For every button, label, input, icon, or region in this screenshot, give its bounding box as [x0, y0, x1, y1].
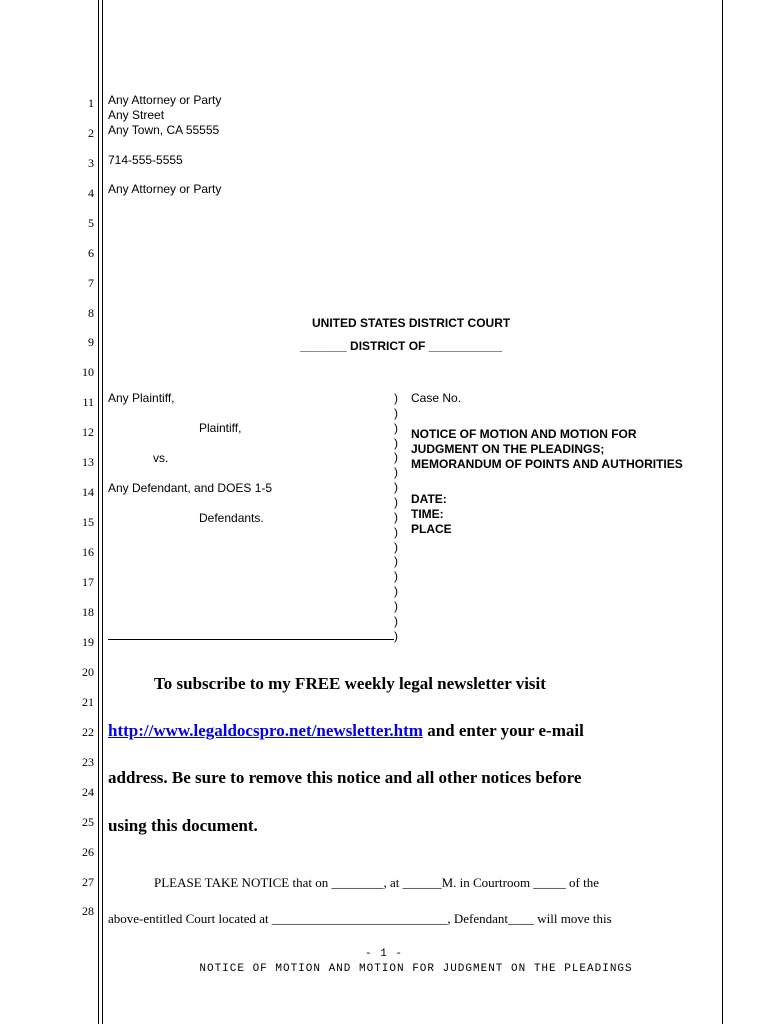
- paren: ): [394, 524, 398, 539]
- line-number: 5: [88, 216, 94, 230]
- defendant-role: Defendants.: [199, 511, 264, 525]
- body-line-28: above-entitled Court located at ___________________________, Defendant____ will move this: [108, 911, 612, 926]
- paren: ): [394, 584, 398, 599]
- court-district: _______ DISTRICT OF ___________: [300, 339, 503, 353]
- line-number: 15: [82, 515, 94, 529]
- line-number: 19: [82, 635, 94, 649]
- line-number: 28: [82, 904, 94, 918]
- paren: ): [394, 450, 398, 465]
- line-number: 24: [82, 785, 94, 799]
- line-number: 3: [88, 156, 94, 170]
- document-title-line3: MEMORANDUM OF POINTS AND AUTHORITIES: [411, 457, 683, 471]
- line-number: 22: [82, 725, 94, 739]
- line-number: 25: [82, 815, 94, 829]
- attorney-city: Any Town, CA 55555: [108, 123, 220, 137]
- body-line-27: PLEASE TAKE NOTICE that on ________, at ______M. in Courtroom _____ of the: [154, 875, 600, 890]
- paren: ): [394, 391, 398, 405]
- line-number: 18: [82, 605, 94, 619]
- line-number: 7: [88, 276, 94, 290]
- line-number: 11: [82, 395, 94, 409]
- caption-bottom-rule: [108, 639, 394, 640]
- paren: ): [394, 435, 398, 450]
- paren: ): [394, 569, 398, 584]
- paren: ): [394, 420, 398, 435]
- newsletter-link[interactable]: http://www.legaldocspro.net/newsletter.htm: [108, 721, 423, 740]
- line-number: 17: [82, 575, 94, 589]
- page-number: - 1 -: [364, 948, 404, 960]
- line-number: 10: [82, 365, 94, 379]
- attorney-street: Any Street: [108, 108, 165, 122]
- plaintiff-name: Any Plaintiff,: [108, 391, 175, 405]
- line-number: 14: [82, 485, 94, 499]
- plaintiff-role: Plaintiff,: [199, 421, 242, 435]
- line-number: 12: [82, 425, 94, 439]
- paren: ): [394, 509, 398, 524]
- defendant-name: Any Defendant, and DOES 1-5: [108, 481, 273, 495]
- hearing-time-label: TIME:: [411, 507, 444, 521]
- line-number: 27: [82, 875, 94, 889]
- attorney-for: Any Attorney or Party: [108, 182, 222, 196]
- left-margin-rule-outer: [98, 0, 99, 1024]
- newsletter-line2-text: and enter your e-mail: [422, 721, 584, 740]
- case-number-label: Case No.: [411, 391, 462, 405]
- right-margin-rule: [722, 0, 723, 1024]
- line-number: 16: [82, 545, 94, 559]
- paren: ): [394, 539, 398, 554]
- line-number: 6: [88, 246, 94, 260]
- document-title-line2: JUDGMENT ON THE PLEADINGS;: [411, 442, 605, 456]
- paren: ): [394, 554, 398, 569]
- paren: ): [394, 480, 398, 495]
- hearing-place-label: PLACE: [411, 522, 452, 536]
- left-margin-rule-inner: [102, 0, 103, 1024]
- document-title-line1: NOTICE OF MOTION AND MOTION FOR: [411, 427, 637, 441]
- line-number: 21: [82, 695, 94, 709]
- paren: ): [394, 628, 398, 643]
- line-number: 4: [88, 186, 94, 200]
- hearing-date-label: DATE:: [411, 492, 447, 506]
- line-number: 1: [88, 96, 94, 110]
- court-name: UNITED STATES DISTRICT COURT: [312, 316, 511, 330]
- newsletter-line3: address. Be sure to remove this notice and all other notices before: [108, 768, 582, 787]
- paren: ): [394, 613, 398, 628]
- line-number: 23: [82, 755, 94, 769]
- newsletter-line4: using this document.: [108, 816, 258, 835]
- line-number: 20: [82, 665, 94, 679]
- newsletter-line2: [108, 721, 584, 741]
- line-number: 9: [88, 335, 94, 349]
- paren: ): [394, 494, 398, 509]
- line-number: 2: [88, 126, 94, 140]
- footer-title: NOTICE OF MOTION AND MOTION FOR JUDGMENT ON THE PLEADINGS: [199, 963, 633, 975]
- line-number: 26: [82, 845, 94, 859]
- versus: vs.: [153, 451, 169, 465]
- attorney-name: Any Attorney or Party: [108, 93, 222, 107]
- line-number: 13: [82, 455, 94, 469]
- newsletter-line1: To subscribe to my FREE weekly legal newsletter visit: [154, 674, 546, 693]
- paren: ): [394, 465, 398, 480]
- paren: ): [394, 405, 398, 420]
- line-number: 8: [88, 306, 94, 320]
- paren: ): [394, 598, 398, 613]
- attorney-phone: 714-555-5555: [108, 153, 183, 167]
